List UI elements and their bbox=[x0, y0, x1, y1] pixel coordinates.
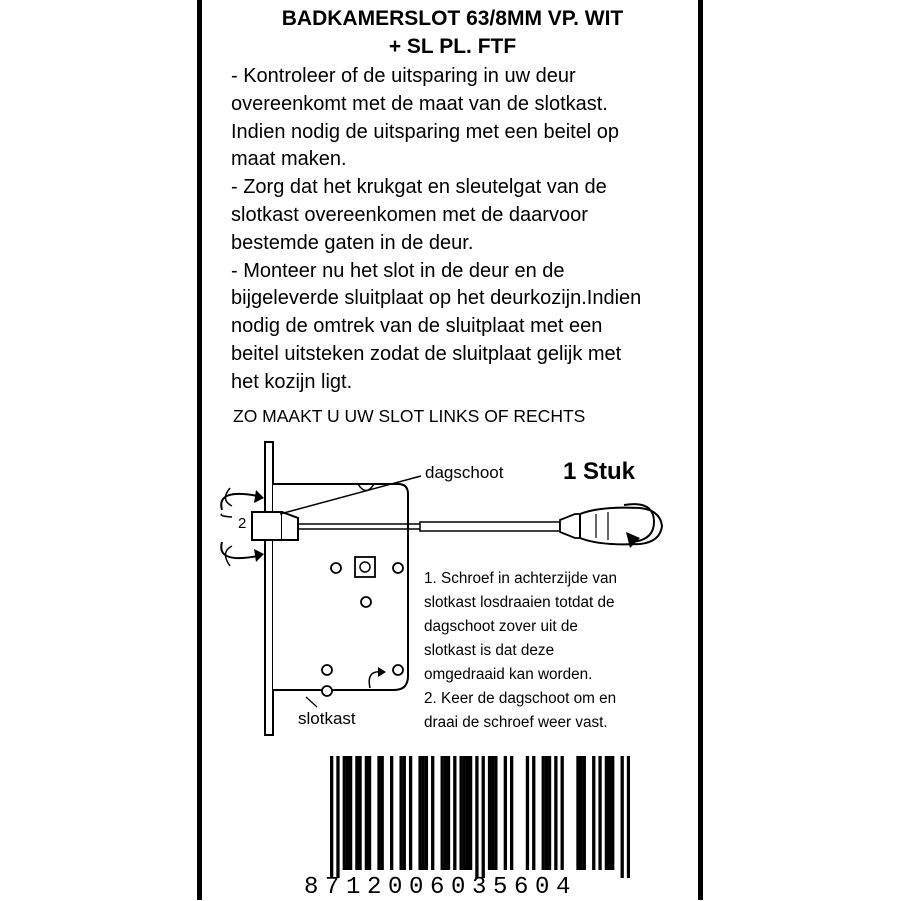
instruction-line: maat maken. bbox=[231, 148, 347, 171]
barcode-bar bbox=[463, 756, 466, 870]
barcode-bar bbox=[336, 756, 339, 878]
instruction-line: beitel uitsteken zodat de sluitplaat gelijk met bbox=[231, 342, 622, 365]
barcode-bar bbox=[510, 756, 513, 870]
barcode-bar bbox=[579, 756, 582, 870]
hole bbox=[322, 686, 332, 696]
step-line: draai de schroef weer vast. bbox=[424, 714, 608, 731]
step-line: 1. Schroef in achterzijde van bbox=[424, 570, 618, 587]
rotation-number-label: 2 bbox=[238, 515, 247, 532]
lock-case-body bbox=[273, 484, 408, 690]
product-title-line-1: BADKAMERSLOT 63/8MM VP. WIT bbox=[281, 7, 624, 30]
instruction-line: het kozijn ligt. bbox=[231, 370, 353, 393]
barcode-bar bbox=[377, 756, 380, 870]
barcode-bar bbox=[554, 756, 557, 870]
instruction-line: - Monteer nu het slot in de deur en de bbox=[231, 259, 565, 282]
barcode-bar bbox=[441, 756, 444, 870]
barcode-bar bbox=[459, 756, 462, 870]
barcode-bar bbox=[390, 756, 393, 870]
barcode-bar bbox=[466, 756, 469, 870]
barcode-bar bbox=[488, 756, 491, 870]
barcode-bar bbox=[542, 756, 545, 870]
step-line: omgedraaid kan worden. bbox=[424, 666, 593, 683]
barcode-bar bbox=[526, 756, 529, 870]
barcode-bar bbox=[548, 756, 551, 870]
lock-case-label: slotkast bbox=[298, 709, 356, 728]
barcode-bar bbox=[545, 756, 548, 870]
barcode-bar bbox=[425, 756, 428, 870]
step-line: slotkast is dat deze bbox=[424, 642, 555, 659]
faceplate-strip bbox=[265, 442, 273, 735]
latch-label: dagschoot bbox=[425, 463, 504, 482]
barcode-bar bbox=[330, 756, 333, 878]
barcode-bar bbox=[409, 756, 412, 870]
barcode-bar bbox=[605, 756, 608, 870]
reversing-steps bbox=[424, 567, 699, 735]
barcode-bar bbox=[598, 756, 601, 870]
barcode-bar bbox=[608, 756, 611, 870]
instruction-line: bestemde gaten in de deur. bbox=[231, 231, 474, 254]
quantity-label: 1 Stuk bbox=[563, 458, 636, 485]
barcode-bar bbox=[583, 756, 586, 870]
barcode-bar bbox=[453, 756, 456, 870]
barcode-bar bbox=[368, 756, 371, 870]
product-title-line-2: + SL PL. FTF bbox=[388, 35, 517, 58]
step-line: dagschoot zover uit de bbox=[424, 618, 578, 635]
hole bbox=[393, 665, 403, 675]
instruction-line: nodig de omtrek van de sluitplaat met een bbox=[231, 315, 603, 338]
barcode-bars bbox=[330, 756, 630, 878]
barcode bbox=[330, 756, 630, 878]
barcode-bar bbox=[343, 756, 346, 870]
instruction-line: - Zorg dat het krukgat en sleutelgat van de bbox=[231, 176, 607, 199]
barcode-bar bbox=[494, 756, 497, 870]
barcode-bar bbox=[346, 756, 349, 870]
step-line: 2. Keer de dagschoot om en bbox=[424, 690, 617, 707]
barcode-bar bbox=[532, 756, 535, 870]
barcode-bar bbox=[469, 756, 472, 870]
instruction-line: bijgeleverde sluitplaat op het deurkozijn.Indien bbox=[231, 287, 642, 310]
hole bbox=[331, 563, 341, 573]
barcode-bar bbox=[576, 756, 579, 870]
barcode-bar bbox=[611, 756, 614, 870]
barcode-bar bbox=[621, 756, 624, 878]
screwdriver-icon bbox=[420, 508, 662, 545]
barcode-bar bbox=[381, 756, 384, 870]
barcode-bar bbox=[365, 756, 368, 870]
hole bbox=[322, 665, 332, 675]
barcode-bar bbox=[592, 756, 595, 870]
instruction-line: overeenkomt met de maat van de slotkast. bbox=[231, 92, 608, 115]
barcode-digits: 8712006035604 bbox=[304, 874, 578, 901]
barcode-bar bbox=[504, 756, 507, 870]
instruction-line: slotkast overeenkomen met de daarvoor bbox=[231, 203, 588, 226]
barcode-bar bbox=[399, 756, 402, 870]
barcode-bar bbox=[422, 756, 425, 870]
barcode-bar bbox=[358, 756, 361, 870]
barcode-bar bbox=[561, 756, 564, 870]
barcode-bar bbox=[418, 756, 421, 870]
barcode-bar bbox=[627, 756, 630, 878]
barcode-bar bbox=[431, 756, 434, 870]
barcode-bar bbox=[444, 756, 447, 870]
barcode-bar bbox=[491, 756, 494, 870]
step-line: slotkast losdraaien totdat de bbox=[424, 594, 615, 611]
hole bbox=[393, 563, 403, 573]
barcode-bar bbox=[475, 756, 478, 878]
barcode-bar bbox=[349, 756, 352, 870]
latch-bolt bbox=[252, 512, 282, 540]
barcode-bar bbox=[355, 756, 358, 870]
left-right-heading: ZO MAAKT U UW SLOT LINKS OF RECHTS bbox=[233, 406, 586, 426]
instruction-line: - Kontroleer of de uitsparing in uw deur bbox=[231, 65, 576, 87]
barcode-bar bbox=[482, 756, 485, 878]
instruction-line: Indien nodig de uitsparing met een beitel op bbox=[231, 120, 620, 143]
key-hole bbox=[361, 597, 371, 607]
barcode-bar bbox=[403, 756, 406, 870]
barcode-bar bbox=[447, 756, 450, 870]
